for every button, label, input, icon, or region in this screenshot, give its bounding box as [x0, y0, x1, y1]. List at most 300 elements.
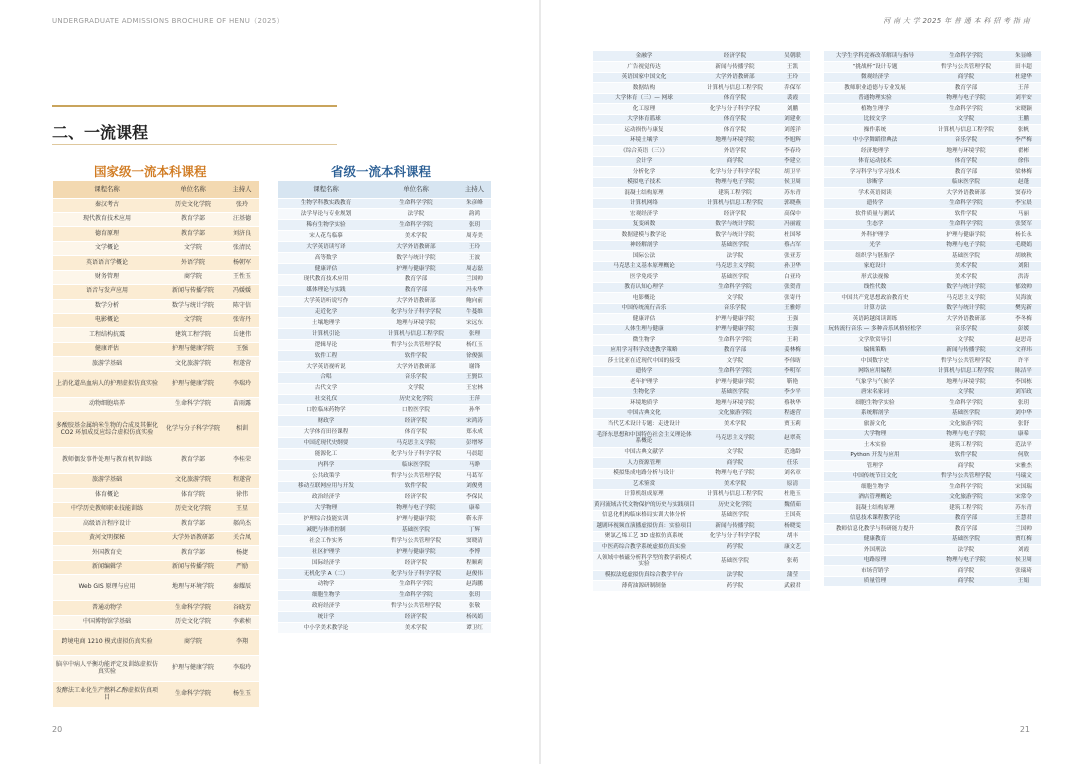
instructor-cell: 范法平 — [1006, 440, 1041, 451]
table-row — [593, 408, 810, 419]
department-cell: 教育学部 — [161, 546, 225, 560]
course-name-cell: 信息技术课程教学论 — [824, 513, 926, 524]
table-row — [593, 72, 810, 83]
course-name-cell: 复变函数 — [593, 219, 695, 230]
course-name-cell: 玩转流行音乐 — 多种音乐风格轻松学 — [824, 324, 926, 335]
department-cell: 哲学与公共管理学院 — [926, 356, 1006, 367]
table-row — [593, 345, 810, 356]
department-cell: 生命科学学院 — [695, 335, 775, 346]
table-row — [593, 387, 810, 398]
course-name-cell: 金融学 — [593, 51, 695, 62]
course-name-cell: 植物生理学 — [824, 104, 926, 115]
page-number-left: 20 — [52, 725, 63, 734]
instructor-cell: 张瑞琦 — [1006, 566, 1041, 577]
department-cell: 化学与分子科学学院 — [695, 531, 775, 542]
course-name-cell: 大学英语视听说 — [278, 361, 374, 372]
department-cell: 商学院 — [161, 630, 225, 656]
instructor-cell: 李素桢 — [225, 615, 259, 629]
department-cell: 生命科学学院 — [695, 366, 775, 377]
instructor-cell: 相训 — [225, 412, 259, 448]
column-header: 单位名称 — [374, 181, 458, 198]
instructor-cell: 刘军政 — [1006, 387, 1041, 398]
instructor-cell: 李严梅 — [1006, 135, 1041, 146]
instructor-cell: 刘济良 — [225, 227, 259, 241]
table-row — [824, 335, 1041, 346]
section-title: 二、一流课程 — [52, 123, 149, 142]
course-name-cell: 国际经济学 — [278, 557, 374, 568]
instructor-cell: 关合凤 — [225, 531, 259, 545]
department-cell: 生命科学学院 — [926, 482, 1006, 493]
table-row — [278, 405, 491, 416]
instructor-cell: 樊宪新 — [1006, 303, 1041, 314]
course-name-cell: 社区护理学 — [278, 547, 374, 558]
table-row — [593, 447, 810, 458]
table-row — [53, 328, 259, 342]
department-cell: 计算机与信息工程学院 — [695, 83, 775, 94]
department-cell: 生命科学学院 — [374, 579, 458, 590]
table-row — [593, 419, 810, 430]
course-name-cell: 宏观经济学 — [593, 209, 695, 220]
department-cell: 历史文化学院 — [161, 615, 225, 629]
table-row — [593, 581, 810, 592]
table-row — [278, 547, 491, 558]
table-row — [53, 285, 259, 299]
instructor-cell: 洪涛 — [1006, 272, 1041, 283]
course-name-cell: 教师信息化教学与科研能力提升 — [824, 524, 926, 535]
instructor-cell: 宋晓颖 — [1006, 104, 1041, 115]
right-page — [541, 0, 1080, 764]
department-cell: 口腔医学院 — [374, 405, 458, 416]
department-cell: 外语学院 — [161, 256, 225, 270]
department-cell: 生命科学学院 — [161, 601, 225, 615]
department-cell: 美术学院 — [926, 261, 1006, 272]
course-name-cell: 逻辑导论 — [278, 340, 374, 351]
table-row — [824, 366, 1041, 377]
instructor-cell: 李国栋 — [1006, 377, 1041, 388]
table-row — [278, 263, 491, 274]
instructor-cell: 李春玲 — [775, 146, 810, 157]
department-cell: 护理与健康学院 — [926, 230, 1006, 241]
course-name-cell: 跨境电商 1210 模式虚拟仿真实验 — [53, 630, 161, 656]
table-row — [593, 377, 810, 388]
table-row — [824, 566, 1041, 577]
department-cell: 哲学与公共管理学院 — [374, 470, 458, 481]
course-name-cell: 宋人花鸟临摹 — [278, 231, 374, 242]
table-row — [824, 188, 1041, 199]
department-cell: 法学院 — [695, 570, 775, 581]
left-page — [0, 0, 539, 764]
table-row — [278, 329, 491, 340]
department-cell: 基础医学院 — [374, 525, 458, 536]
table-row — [53, 371, 259, 397]
course-name-cell: 大学体育篮球 — [593, 114, 695, 125]
course-name-cell: 政治经济学 — [278, 492, 374, 503]
instructor-cell: 韵鸿 — [458, 209, 491, 220]
instructor-cell: 郁效帅 — [1006, 282, 1041, 293]
instructor-cell: 冯丽霞 — [775, 219, 810, 230]
course-name-cell: 脑卒中病人平衡功能评定及训练虚拟仿真实验 — [53, 656, 161, 682]
instructor-cell: 鲍向前 — [458, 296, 491, 307]
course-name-cell: 媒体理论与实践 — [278, 285, 374, 296]
instructor-cell: 张理 — [458, 329, 491, 340]
instructor-cell: 徐伟 — [225, 488, 259, 502]
course-name-cell: 细胞生物学 — [824, 482, 926, 493]
instructor-cell: 马丽 — [1006, 209, 1041, 220]
course-name-cell: 唐宋名家词 — [824, 387, 926, 398]
course-name-cell: 中国共产党思想政治教育史 — [824, 293, 926, 304]
table-row — [278, 383, 491, 394]
instructor-cell: 李瑞玲 — [225, 656, 259, 682]
course-name-cell: 黄河文明探秘 — [53, 531, 161, 545]
instructor-cell: 王賢臣 — [458, 372, 491, 383]
table-row — [593, 366, 810, 377]
table-row — [824, 324, 1041, 335]
course-name-cell: Web GIS 原理与应用 — [53, 575, 161, 601]
table-row — [593, 303, 810, 314]
table-row — [593, 500, 810, 511]
table-row — [278, 198, 491, 209]
table-row — [278, 394, 491, 405]
instructor-cell: 乔保军 — [775, 83, 810, 94]
instructor-cell: 李明军 — [775, 366, 810, 377]
table-row — [593, 62, 810, 73]
course-name-cell: 诊断学 — [824, 177, 926, 188]
instructor-cell: 赵海鹏 — [458, 579, 491, 590]
course-name-cell: 环境土壤学 — [593, 135, 695, 146]
course-name-cell: 软件工程 — [278, 350, 374, 361]
course-name-cell: 混凝土结构原理 — [824, 503, 926, 514]
department-cell: 化学与分子科学学院 — [374, 448, 458, 459]
table-row — [593, 167, 810, 178]
course-name-cell: 《综合英语（三）》 — [593, 146, 695, 157]
table-row — [593, 479, 810, 490]
instructor-cell: 毛晓娟 — [1006, 240, 1041, 251]
course-name-cell: 旅游学基础 — [53, 474, 161, 488]
table-row — [824, 93, 1041, 104]
table-row — [593, 135, 810, 146]
instructor-cell: 宋鸿涛 — [458, 416, 491, 427]
department-cell: 教育学部 — [926, 513, 1006, 524]
course-name-cell: 政府经济学 — [278, 601, 374, 612]
department-cell: 大学外语教研部 — [374, 361, 458, 372]
department-cell: 马克思主义学院 — [695, 261, 775, 272]
table-row — [593, 177, 810, 188]
department-cell: 建筑工程学院 — [695, 188, 775, 199]
department-cell: 体育学院 — [695, 114, 775, 125]
table-row — [593, 146, 810, 157]
course-name-cell: 内科学 — [278, 459, 374, 470]
course-name-cell: 模拟电子技术 — [593, 177, 695, 188]
department-cell: 文学院 — [695, 356, 775, 367]
table-row — [824, 219, 1041, 230]
department-cell: 教育学部 — [926, 167, 1006, 178]
instructor-cell: 郑永成 — [458, 427, 491, 438]
course-name-cell: 教育认知心理学 — [593, 282, 695, 293]
instructor-cell: 杨捷 — [225, 546, 259, 560]
table-row — [824, 576, 1041, 587]
instructor-cell: 张玥 — [458, 220, 491, 231]
department-cell: 数学与统计学院 — [161, 299, 225, 313]
instructor-cell: 丁辉 — [458, 525, 491, 536]
department-cell: 数学与统计学院 — [926, 303, 1006, 314]
table-row — [53, 488, 259, 502]
instructor-cell: 胡丰 — [775, 531, 810, 542]
course-name-cell: 细胞生物学实验 — [824, 398, 926, 409]
course-name-cell: 越剧环视频直演播虚拟仿真：实验项目 — [593, 521, 695, 532]
table-row — [53, 314, 259, 328]
course-name-cell: 走近化学 — [278, 307, 374, 318]
course-name-cell: 神经解剖学 — [593, 240, 695, 251]
department-cell: 历史文化学院 — [374, 394, 458, 405]
department-cell: 美术学院 — [374, 623, 458, 634]
table-row — [53, 560, 259, 574]
course-name-cell: 聚氯乙烯工艺 3D 虚拟仿真系统 — [593, 531, 695, 542]
course-name-cell: 中国近现代史纲要 — [278, 438, 374, 449]
course-name-cell: 社交礼仪 — [278, 394, 374, 405]
table-row — [824, 503, 1041, 514]
instructor-cell: 朱显峰 — [1006, 51, 1041, 62]
table-row — [53, 615, 259, 629]
table-row — [53, 241, 259, 255]
department-cell: 商学院 — [695, 458, 775, 469]
instructor-cell: 陈守信 — [225, 299, 259, 313]
course-name-cell: Python 开发与应用 — [824, 450, 926, 461]
department-cell: 大学外语教研部 — [374, 242, 458, 253]
instructor-cell: 周志磊 — [458, 263, 491, 274]
department-cell: 经济学院 — [695, 51, 775, 62]
course-name-cell: 中国古典文化 — [593, 408, 695, 419]
instructor-cell: 王莉 — [775, 335, 810, 346]
table-row — [53, 397, 259, 411]
course-name-cell: 学习科学与学习技术 — [824, 167, 926, 178]
course-name-cell: 遗传学 — [824, 198, 926, 209]
provincial-courses-table — [278, 181, 491, 634]
department-cell: 历史文化学院 — [161, 503, 225, 517]
table-row — [278, 503, 491, 514]
instructor-cell: 裴霞 — [775, 93, 810, 104]
column-header: 主持人 — [458, 181, 491, 198]
instructor-cell: 靳永萍 — [458, 514, 491, 525]
course-name-cell: 生态学 — [824, 219, 926, 230]
course-name-cell: 莎士比亚在近现代中国的接受 — [593, 356, 695, 367]
instructor-cell: 赵俊伟 — [458, 568, 491, 579]
instructor-cell: 宋雅杰 — [1006, 461, 1041, 472]
department-cell: 基础医学院 — [926, 408, 1006, 419]
table-row — [824, 209, 1041, 220]
instructor-cell: 王慧君 — [1006, 513, 1041, 524]
table-row — [593, 335, 810, 346]
instructor-cell: 汪基德 — [225, 212, 259, 226]
instructor-cell: 张寄丹 — [225, 314, 259, 328]
table-row — [593, 51, 810, 62]
table-row — [824, 156, 1041, 167]
table-row — [824, 314, 1041, 325]
department-cell: 化学与分子科学学院 — [695, 167, 775, 178]
instructor-cell: 王强 — [775, 314, 810, 325]
column-header: 单位名称 — [161, 181, 225, 198]
instructor-cell: 杨生玉 — [225, 682, 259, 708]
course-name-cell: 中医药综合教学系统虚拟仿真实验 — [593, 542, 695, 553]
instructor-cell: 张玥 — [1006, 398, 1041, 409]
course-name-cell: 网络应用编程 — [824, 366, 926, 377]
instructor-cell: 何欣 — [1006, 450, 1041, 461]
department-cell: 计算机与信息工程学院 — [926, 366, 1006, 377]
department-cell: 美术学院 — [374, 231, 458, 242]
department-cell: 数学与统计学院 — [374, 252, 458, 263]
instructor-cell: 王星 — [225, 503, 259, 517]
table-row — [278, 525, 491, 536]
table-row — [593, 230, 810, 241]
department-cell: 药学院 — [695, 542, 775, 553]
course-name-cell: 学术英语阅读 — [824, 188, 926, 199]
course-name-cell: 环境地质学 — [593, 398, 695, 409]
course-name-cell: 会计学 — [593, 156, 695, 167]
course-name-cell: 经济地理学 — [824, 146, 926, 157]
national-courses-title: 国家级一流本科课程 — [94, 164, 207, 179]
instructor-cell: 秦耀辰 — [225, 575, 259, 601]
course-name-cell: 模拟集成电路分析与设计 — [593, 468, 695, 479]
department-cell: 临床医学院 — [374, 459, 458, 470]
table-row — [824, 555, 1041, 566]
department-cell: 数学与统计学院 — [926, 282, 1006, 293]
table-row — [53, 531, 259, 545]
column-header: 课程名称 — [53, 181, 161, 198]
course-name-cell: 健康评估 — [53, 342, 161, 356]
table-row — [824, 398, 1041, 409]
course-name-cell: 形式法视像 — [824, 272, 926, 283]
department-cell: 体育学院 — [161, 488, 225, 502]
table-row — [824, 534, 1041, 545]
instructor-cell: 马晨超 — [458, 448, 491, 459]
table-row — [824, 545, 1041, 556]
department-cell: 建筑工程学院 — [926, 440, 1006, 451]
course-name-cell: 人领域中核磁分析科学型的教学新模式实验 — [593, 552, 695, 570]
course-name-cell: 电影概论 — [593, 293, 695, 304]
instructor-cell: 冯媛媛 — [225, 285, 259, 299]
course-name-cell: 组织学与胚胎学 — [824, 251, 926, 262]
department-cell: 美术学院 — [695, 419, 775, 430]
course-name-cell: 光学 — [824, 240, 926, 251]
course-name-cell: 体育概论 — [53, 488, 161, 502]
department-cell: 体育学院 — [374, 427, 458, 438]
instructor-cell: 李桂荣 — [225, 448, 259, 474]
instructor-cell: 岳建伟 — [225, 328, 259, 342]
table-row — [278, 252, 491, 263]
instructor-cell: 刘平安 — [1006, 93, 1041, 104]
instructor-cell: 王强 — [775, 324, 810, 335]
table-row — [593, 398, 810, 409]
department-cell: 新闻与传播学院 — [695, 62, 775, 73]
department-cell: 法学院 — [695, 251, 775, 262]
instructor-cell: 冯永华 — [458, 285, 491, 296]
department-cell: 化学与分子科学学院 — [161, 412, 225, 448]
department-cell: 软件学院 — [926, 209, 1006, 220]
instructor-cell: 白亚玲 — [775, 272, 810, 283]
department-cell: 物理与电子学院 — [695, 177, 775, 188]
table-row — [824, 345, 1041, 356]
course-name-cell: 土壤地理学 — [278, 318, 374, 329]
page-number-right: 21 — [1019, 725, 1030, 734]
title-rule-top — [52, 105, 337, 107]
course-name-cell: 财务管理 — [53, 270, 161, 284]
instructor-cell: 翟彬 — [1006, 146, 1041, 157]
department-cell: 体育学院 — [926, 156, 1006, 167]
table-row — [53, 357, 259, 371]
table-row — [53, 212, 259, 226]
table-row — [593, 489, 810, 500]
instructor-cell: 张玲 — [225, 198, 259, 212]
table-row — [53, 342, 259, 356]
department-cell: 经济学院 — [374, 416, 458, 427]
table-row — [53, 256, 259, 270]
instructor-cell: 窦晓清 — [458, 536, 491, 547]
table-row — [278, 470, 491, 481]
department-cell: 商学院 — [926, 461, 1006, 472]
department-cell: 文化旅游学院 — [695, 408, 775, 419]
table-row — [824, 303, 1041, 314]
table-row — [824, 135, 1041, 146]
department-cell: 生命科学学院 — [926, 198, 1006, 209]
instructor-cell: 彭媛 — [1006, 324, 1041, 335]
instructor-cell: 张敬 — [458, 601, 491, 612]
department-cell: 体育学院 — [695, 125, 775, 136]
course-name-cell: 新闻编辑学 — [53, 560, 161, 574]
department-cell: 哲学与公共管理学院 — [374, 601, 458, 612]
department-cell: 数学与统计学院 — [695, 219, 775, 230]
provincial-courses-title: 省级一流本科课程 — [331, 164, 432, 179]
department-cell: 护理与健康学院 — [374, 547, 458, 558]
department-cell: 护理与健康学院 — [374, 263, 458, 274]
instructor-cell: 王玲 — [775, 72, 810, 83]
table-row — [824, 167, 1041, 178]
course-name-cell: 微生物学 — [593, 335, 695, 346]
course-name-cell: 混凝土结构原理 — [593, 188, 695, 199]
instructor-cell: 周寿美 — [458, 231, 491, 242]
table-row — [278, 361, 491, 372]
table-row — [53, 546, 259, 560]
table-row — [824, 83, 1041, 94]
course-name-cell: 大学英语听说写作 — [278, 296, 374, 307]
department-cell: 地理与环境学院 — [695, 398, 775, 409]
instructor-cell: 赵翠英 — [775, 429, 810, 447]
table-row — [593, 293, 810, 304]
course-name-cell: 大学生学科竞赛改革解读与指导 — [824, 51, 926, 62]
instructor-cell: 文祥玮 — [1006, 345, 1041, 356]
department-cell: 大学外语教研部 — [926, 314, 1006, 325]
instructor-cell: 胡卫平 — [775, 167, 810, 178]
course-name-cell: 社会工作实务 — [278, 536, 374, 547]
instructor-cell: 刘建业 — [775, 114, 810, 125]
instructor-cell: 王萍 — [458, 394, 491, 405]
course-name-cell: 生物学科教实践教育 — [278, 198, 374, 209]
department-cell: 基础医学院 — [926, 251, 1006, 262]
course-name-cell: 普通动物学 — [53, 601, 161, 615]
department-cell: 化学与分子科学学院 — [374, 307, 458, 318]
course-name-cell: 中国传统流行音乐 — [593, 303, 695, 314]
course-name-cell: 无机化学 A（二） — [278, 568, 374, 579]
instructor-cell: 郝尚杰 — [225, 517, 259, 531]
department-cell: 经济学院 — [374, 492, 458, 503]
course-name-cell: 数据结构 — [593, 83, 695, 94]
department-cell: 音乐学院 — [695, 303, 775, 314]
course-name-cell: 毛泽东思想和中国特色社会主义理论体系概论 — [593, 429, 695, 447]
table-row — [278, 231, 491, 242]
table-row — [278, 318, 491, 329]
course-name-cell: 土木实验 — [824, 440, 926, 451]
instructor-cell: 武毅君 — [775, 581, 810, 592]
course-name-cell: 操作系统 — [824, 125, 926, 136]
table-row — [593, 114, 810, 125]
